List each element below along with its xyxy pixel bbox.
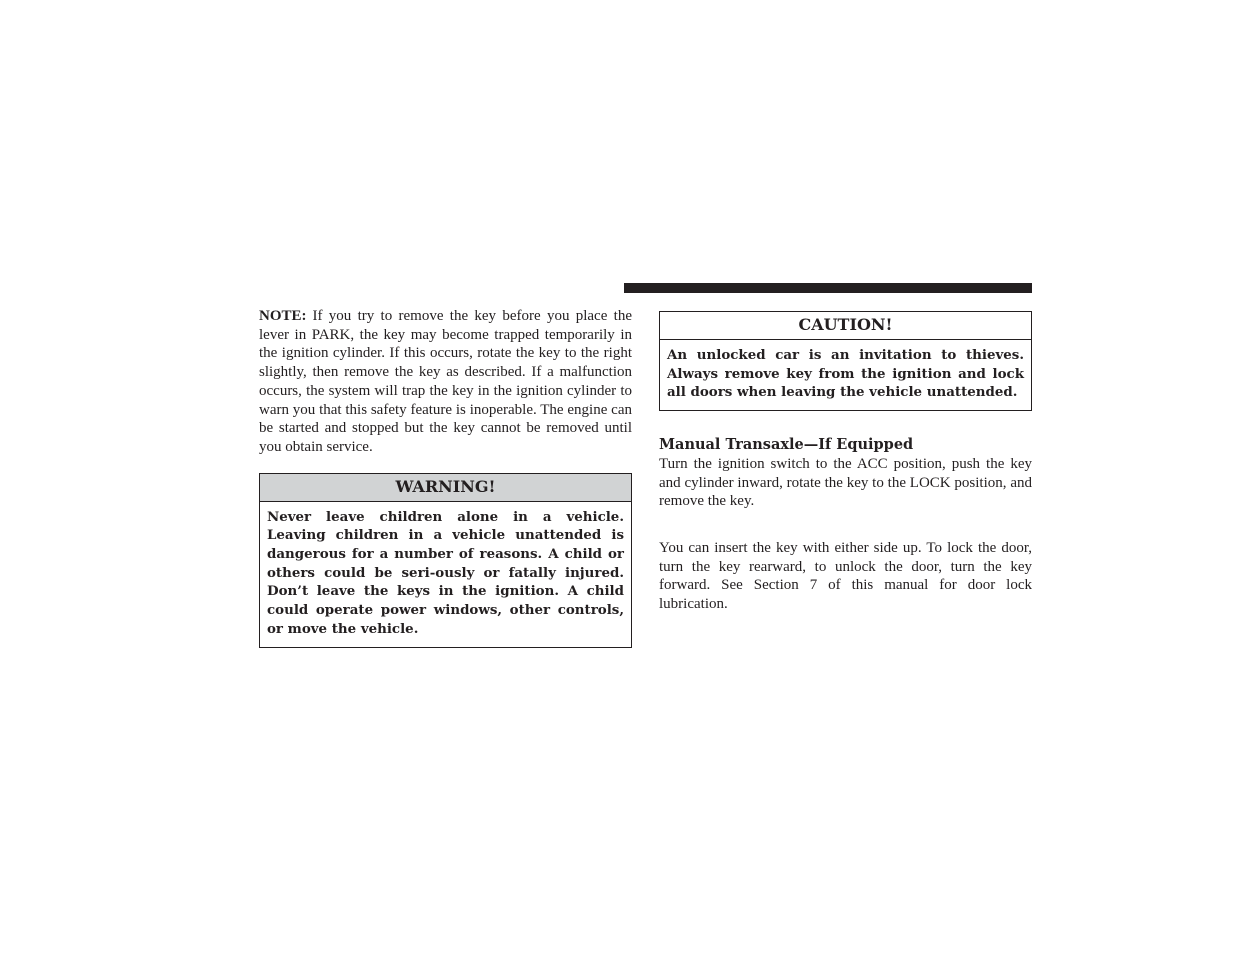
caution-title: CAUTION! <box>660 312 1031 340</box>
manual-transaxle-heading: Manual Transaxle—If Equipped <box>659 436 914 454</box>
note-text: If you try to remove the key before you place the lever in PARK, the key may become trapped temporarily in the ignition cylinder. If this occurs, rotate the key to the right slightly, then remove the key as described. If a malfunction occurs, the system will trap the key in the ignition cylinder to warn you that this safety feature is inoperable. The engine can be started and stopped but the key cannot be removed until you obtain service. <box>259 308 632 455</box>
manual-transaxle-text: Turn the ignition switch to the ACC position, push the key and cylinder inward, rotate the key to the LOCK position, and remove the key. <box>659 455 1032 510</box>
note-paragraph <box>259 307 632 457</box>
warning-title: WARNING! <box>260 474 631 502</box>
warning-box <box>259 473 632 648</box>
note-label: NOTE: <box>259 308 307 324</box>
left-column <box>259 307 632 648</box>
section-header-rule <box>624 283 1032 293</box>
warning-text: Never leave children alone in a vehicle. Leaving children in a vehicle unattended is dangerous for a number of reasons. A child or others could be seri-ously or fatally injured. Don’t leave the keys in the ignition. A child could operate power windows, other controls, or move the vehicle. <box>267 508 624 637</box>
caution-text: An unlocked car is an invitation to thieves. Always remove key from the ignition and lock all doors when leaving the vehicle unattended. <box>667 347 1024 401</box>
right-column <box>659 311 1032 614</box>
door-lock-text: You can insert the key with either side up. To lock the door, turn the key rearward, to unlock the door, turn the key forward. See Section 7 of this manual for door lock lubrication. <box>659 539 1032 613</box>
caution-box <box>659 311 1032 411</box>
